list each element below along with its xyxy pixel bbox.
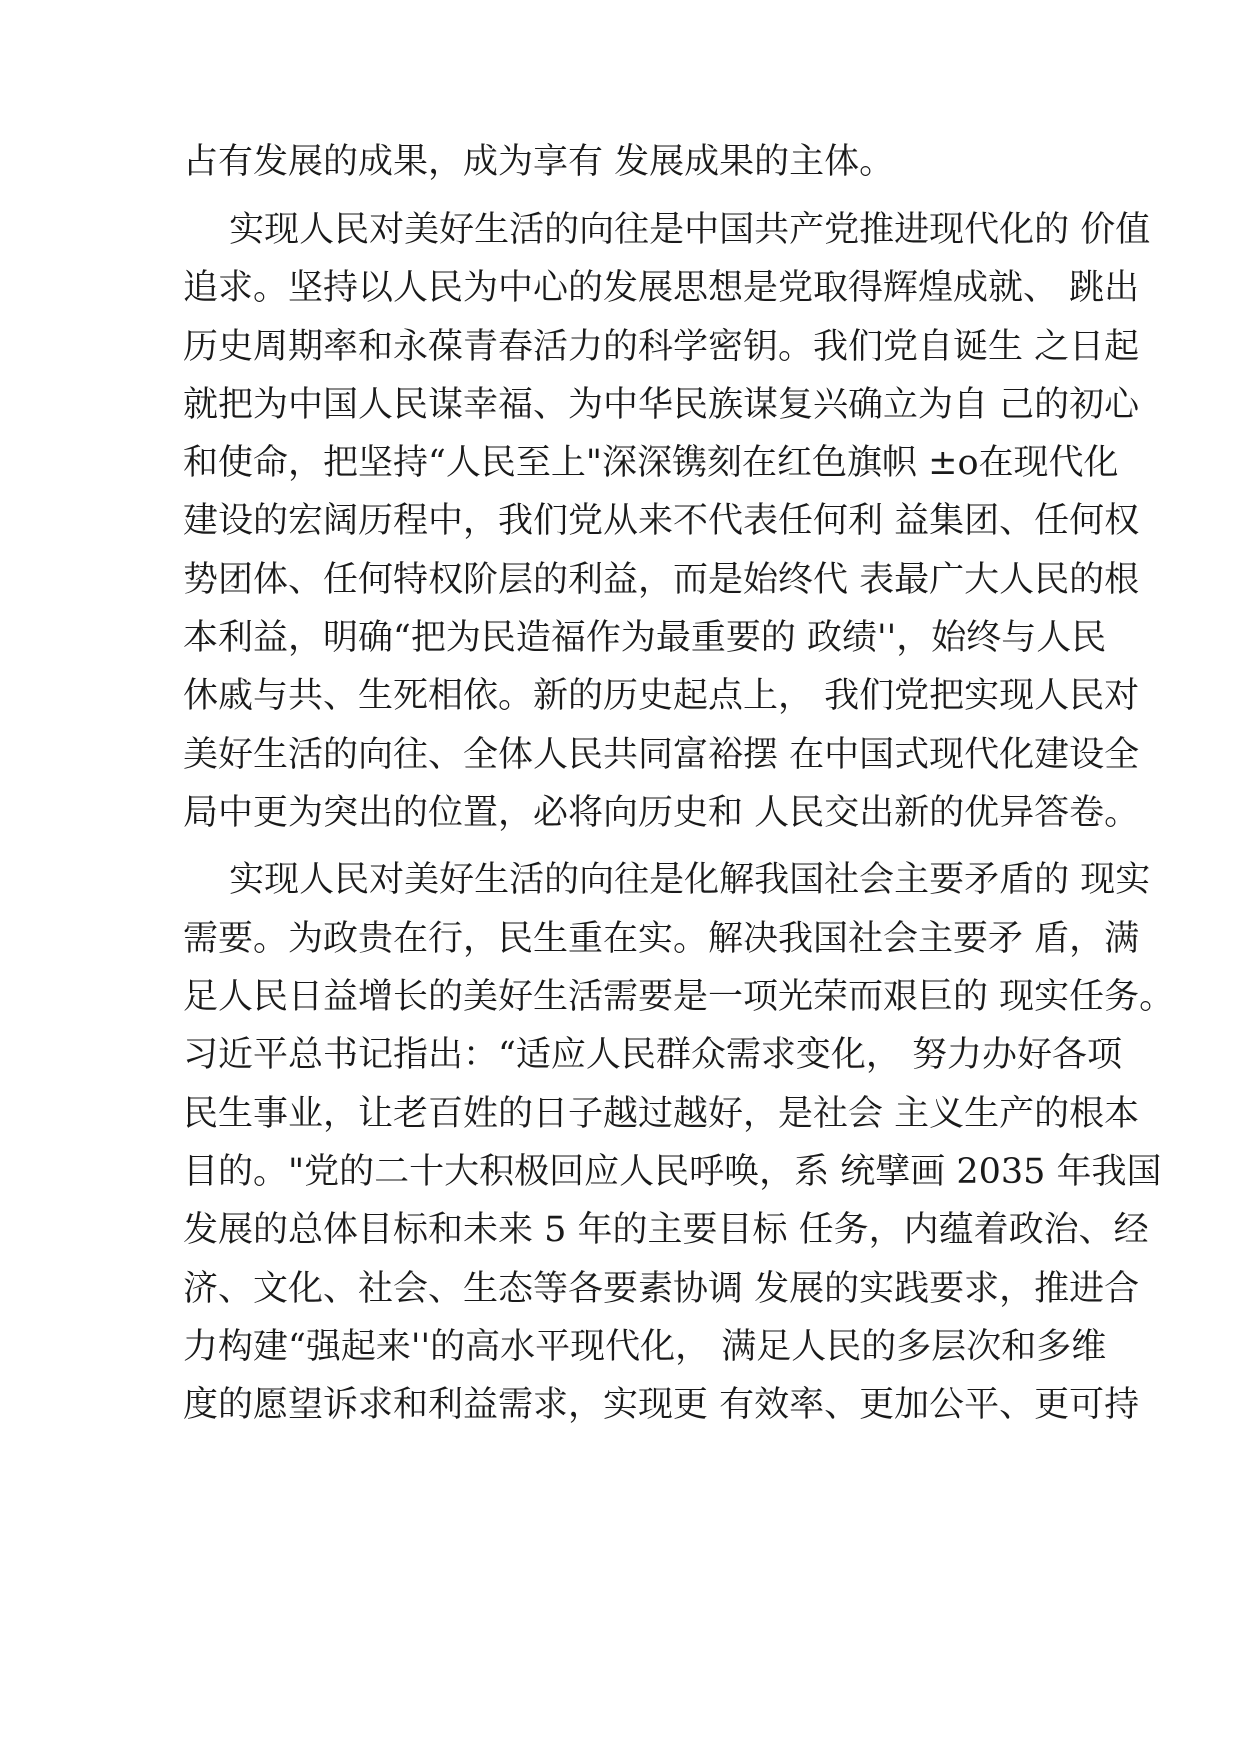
text-line: 力构建“强起来''的高水平现代化， 满足人民的多层次和多维	[183, 1327, 1107, 1367]
text-line: 休戚与共、生死相依。新的历史起点上， 我们党把实现人民对	[183, 676, 1140, 716]
text-line: 济、文化、社会、生态等各要素协调 发展的实践要求，推进合	[183, 1269, 1140, 1309]
text-line: 民生事业，让老百姓的日子越过越好，是社会 主义生产的根本	[183, 1094, 1140, 1134]
text-line: 目的。"党的二十大积极回应人民呼唤，系 统擘画 2035 年我国	[183, 1152, 1162, 1192]
text-line: 本利益，明确“把为民造福作为最重要的 政绩''，始终与人民	[183, 618, 1107, 658]
text-line: 实现人民对美好生活的向往是中国共产党推进现代化的 价值	[183, 210, 1151, 250]
text-line: 局中更为突出的位置，必将向历史和 人民交出新的优异答卷。	[183, 793, 1140, 833]
text-line: 就把为中国人民谋幸福、为中华民族谋复兴确立为自 己的初心	[183, 385, 1140, 425]
text-line: 度的愿望诉求和利益需求，实现更 有效率、更加公平、更可持	[183, 1385, 1140, 1425]
text-line: 足人民日益增长的美好生活需要是一项光荣而艰巨的 现实任务。	[183, 977, 1175, 1017]
text-line: 需要。为政贵在行，民生重在实。解决我国社会主要矛 盾，满	[183, 919, 1140, 959]
text-line: 美好生活的向往、全体人民共同富裕摆 在中国式现代化建设全	[183, 735, 1140, 775]
text-line: 建设的宏阔历程中，我们党从来不代表任何利 益集团、任何权	[183, 501, 1140, 541]
text-line: 历史周期率和永葆青春活力的科学密钥。我们党自诞生 之日起	[183, 327, 1140, 367]
text-line: 和使命，把坚持“人民至上"深深镌刻在红色旗帜 ±o在现代化	[183, 443, 1119, 483]
text-line: 势团体、任何特权阶层的利益，而是始终代 表最广大人民的根	[183, 560, 1140, 600]
text-line: 发展的总体目标和未来 5 年的主要目标 任务，内蕴着政治、经	[183, 1210, 1149, 1250]
text-line: 实现人民对美好生活的向往是化解我国社会主要矛盾的 现实	[183, 860, 1151, 900]
text-line: 占有发展的成果，成为享有 发展成果的主体。	[183, 142, 895, 182]
text-line: 追求。坚持以人民为中心的发展思想是党取得辉煌成就、 跳出	[183, 268, 1140, 308]
text-line: 习近平总书记指出：“适应人民群众需求变化， 努力办好各项	[183, 1035, 1123, 1075]
